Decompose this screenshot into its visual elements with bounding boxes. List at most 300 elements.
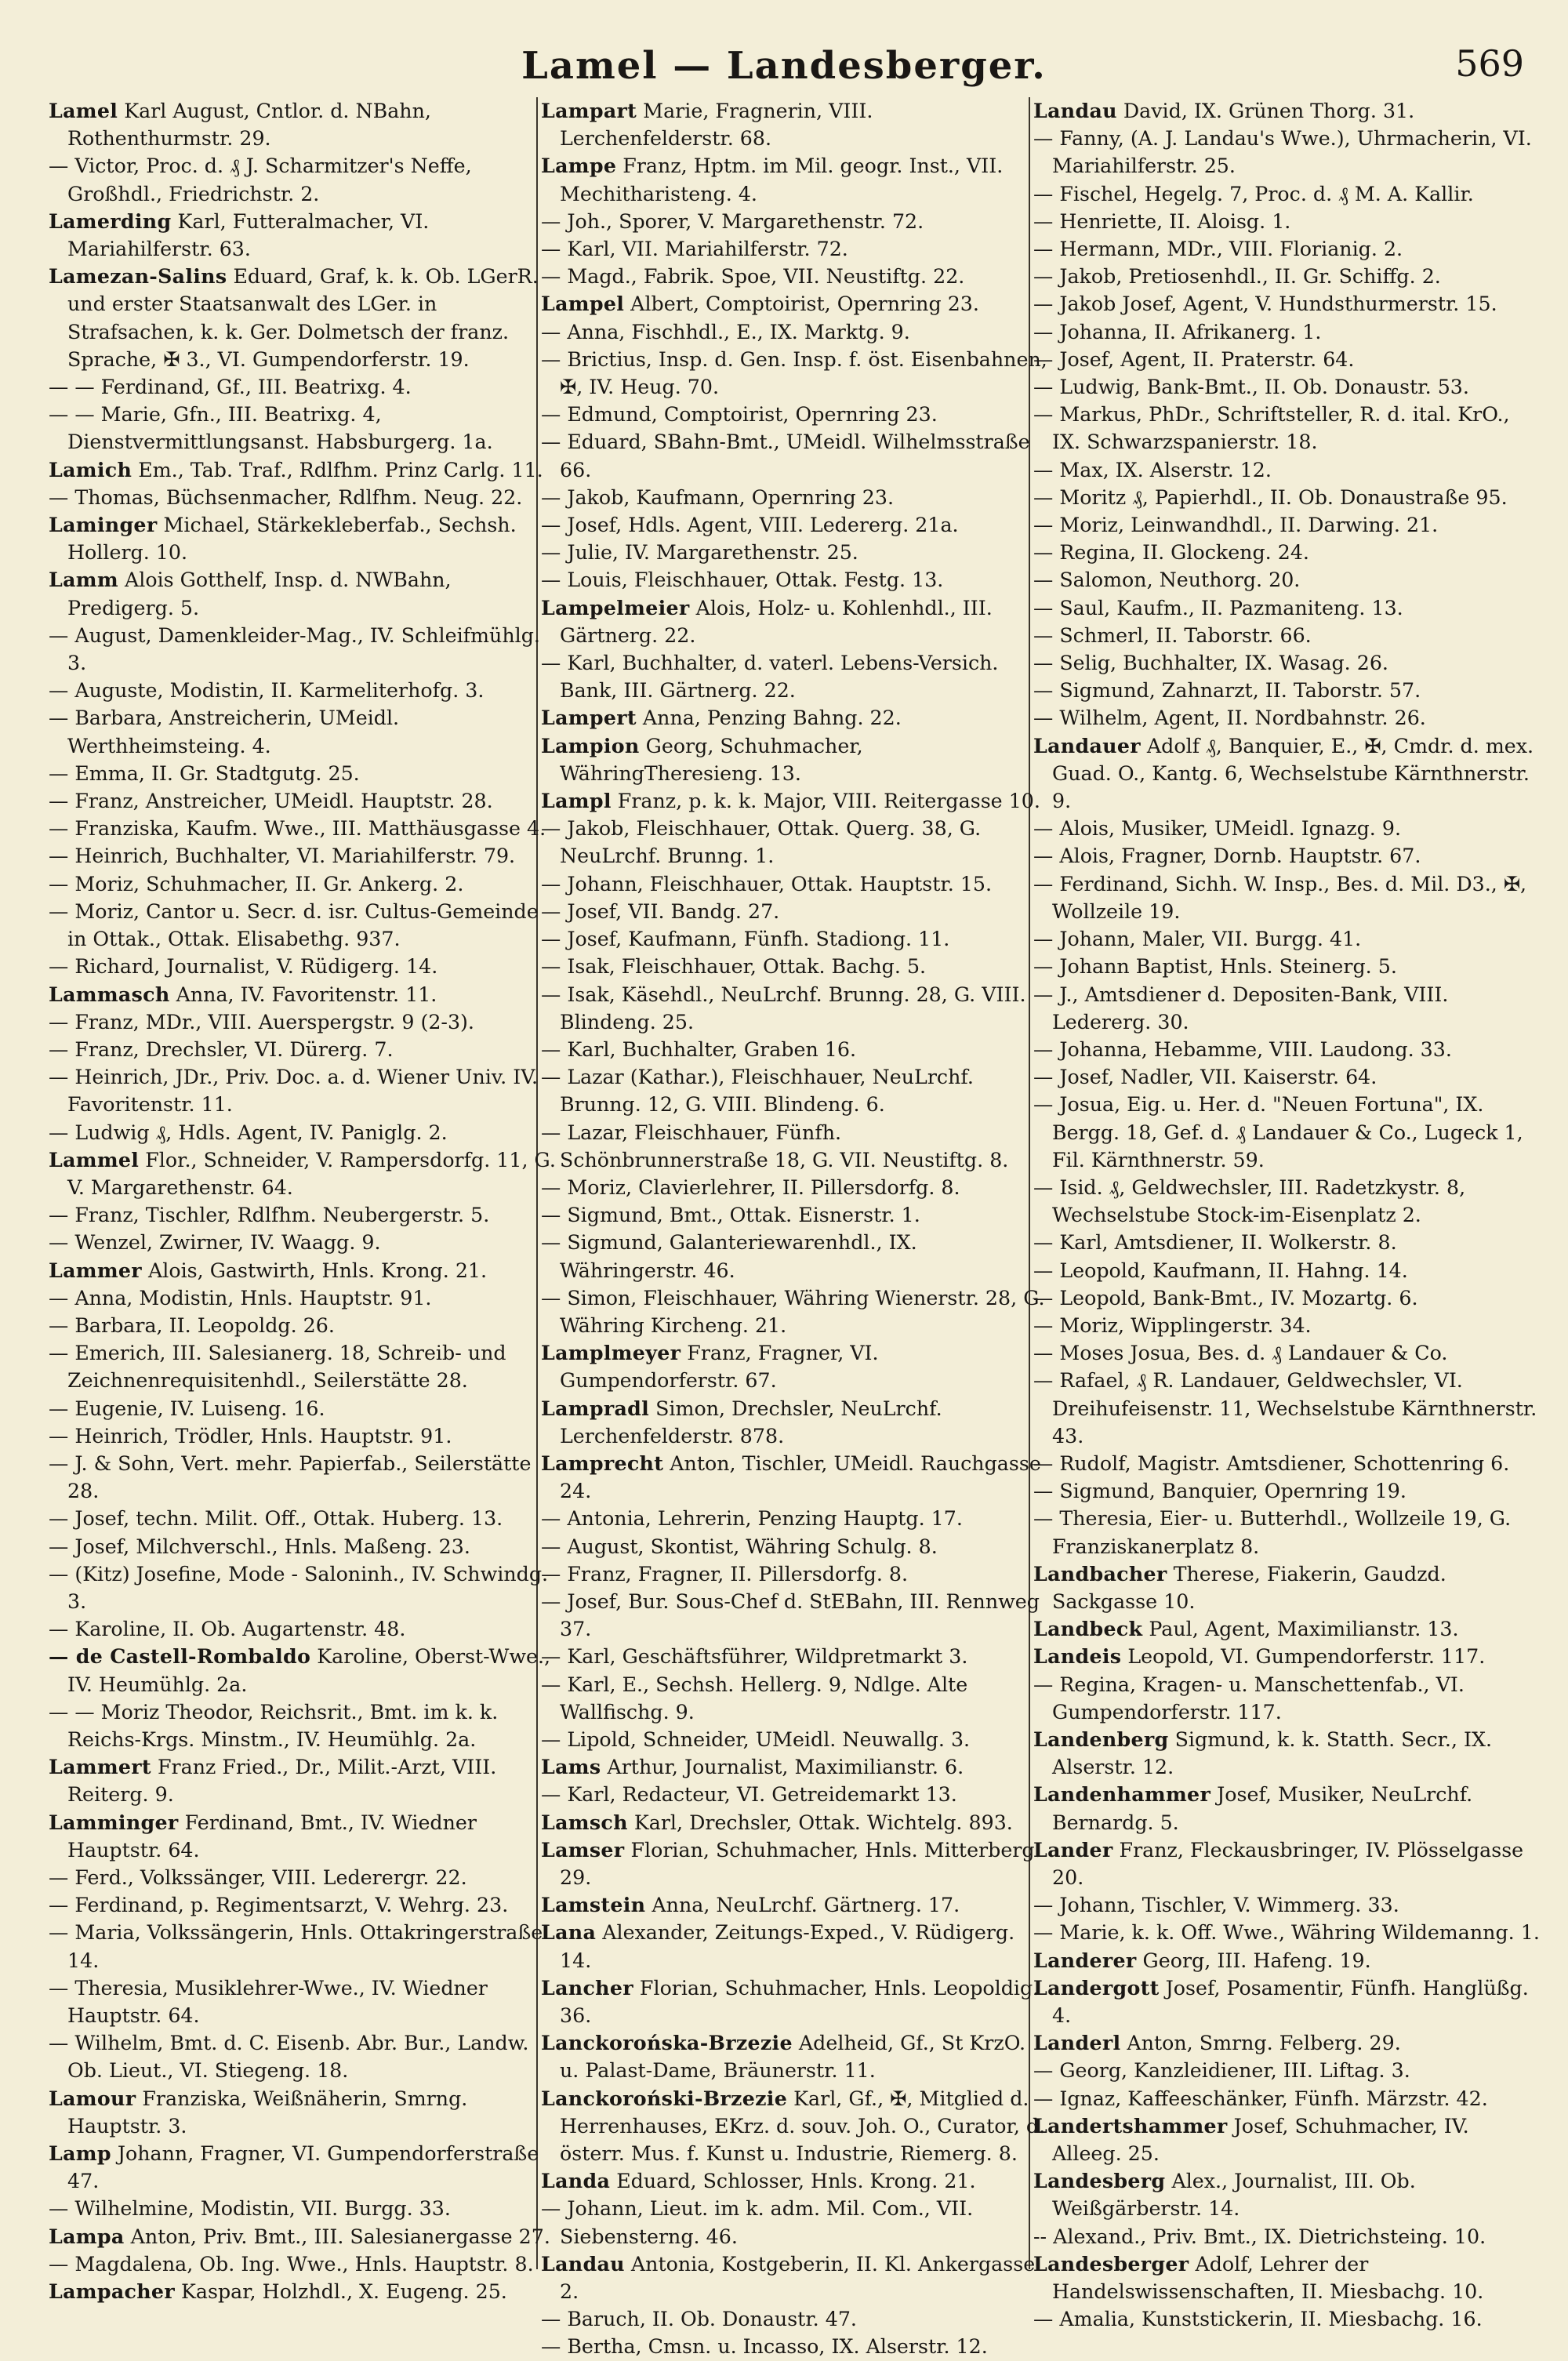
directory-entry — [541, 1588, 1051, 1643]
entry-text: — Theresia, Eier- u. Butterhdl., Wollzeile 19, G. Franziskanerplatz 8. — [1033, 1507, 1512, 1558]
entry-text: Anna, IV. Favoritenstr. 11. — [169, 983, 437, 1006]
entry-text: Anton, Smrng. Felberg. 29. — [1120, 2032, 1401, 2055]
directory-entry — [1033, 97, 1543, 125]
directory-entry — [541, 97, 1051, 152]
entry-text: — Heinrich, JDr., Priv. Doc. a. d. Wiener Univ. IV. Favoritenstr. 11. — [49, 1066, 539, 1117]
entry-text: Sigmund, k. k. Statth. Secr., IX. Alserstr. 12. — [1052, 1727, 1493, 1779]
directory-entry — [1033, 2085, 1543, 2112]
entry-headword: Lamel — [49, 99, 118, 122]
directory-entry — [1033, 925, 1543, 953]
entry-text: Marie, Fragnerin, VIII. Lerchenfelderstr. 68. — [560, 100, 873, 151]
directory-entry — [541, 1919, 1051, 1974]
directory-entry — [1033, 1312, 1543, 1339]
directory-entry — [49, 208, 558, 263]
entry-text: — Karl, Amtsdiener, II. Wolkerstr. 8. — [1033, 1231, 1397, 1255]
directory-entry — [1033, 732, 1543, 815]
directory-entry — [49, 1919, 558, 1974]
entry-text: — (Kitz) Josefine, Mode - Saloninh., IV. Schwindg. 3. — [49, 1562, 549, 1613]
directory-entry — [49, 1395, 558, 1422]
page-title: Lamel — Landesberger. — [521, 44, 1047, 88]
entry-text: — Franz, Fragner, II. Pillersdorfg. 8. — [541, 1562, 909, 1586]
directory-entry — [541, 649, 1051, 704]
entry-text: — Richard, Journalist, V. Rüdigerg. 14. — [49, 955, 438, 979]
directory-entry — [49, 1257, 558, 1284]
entry-text: — Auguste, Modistin, II. Karmeliterhofg. 3. — [49, 679, 485, 703]
directory-entry — [541, 898, 1051, 925]
entry-headword: Lamprecht — [541, 1451, 664, 1475]
directory-entry — [541, 1284, 1051, 1339]
directory-entry — [541, 1836, 1051, 1891]
entry-text: — Wilhelm, Bmt. d. C. Eisenb. Abr. Bur., Landw. Ob. Lieut., VI. Stiegeng. 18. — [49, 2032, 529, 2083]
directory-entry — [541, 2333, 1051, 2360]
directory-entry — [541, 1974, 1051, 2029]
entry-text: — Alois, Fragner, Dornb. Hauptstr. 67. — [1033, 845, 1421, 868]
entry-headword: Landeis — [1033, 1644, 1122, 1669]
directory-entry — [1033, 1726, 1543, 1781]
entry-text: Florian, Schuhmacher, Hnls. Leopoldig. 36. — [560, 1976, 1040, 2028]
entry-headword: Lampelmeier — [541, 595, 690, 619]
directory-entry — [1033, 1643, 1543, 1670]
entry-text: Antonia, Kostgeberin, II. Kl. Ankergasse 2. — [560, 2252, 1036, 2304]
entry-text: — Eduard, SBahn-Bmt., UMeidl. Wilhelmsstraße 66. — [541, 430, 1030, 481]
directory-entry — [1033, 290, 1543, 318]
entry-headword: Landbeck — [1033, 1617, 1143, 1641]
entry-headword: Lampa — [49, 2224, 125, 2248]
directory-entry — [541, 2195, 1051, 2250]
entry-text: — Moses Josua, Bes. d. ₰ Landauer & Co. — [1033, 1342, 1448, 1365]
entry-text: Simon, Drechsler, NeuLrchf. Lerchenfelderstr. 878. — [560, 1397, 942, 1447]
entry-text: — Karoline, II. Ob. Augartenstr. 48. — [49, 1618, 406, 1641]
entry-text: — Leopold, Kaufmann, II. Hahng. 14. — [1033, 1259, 1408, 1282]
entry-headword: Landesberger — [1033, 2251, 1189, 2276]
entry-text: — Brictius, Insp. d. Gen. Insp. f. öst. Eisenbahnen, ✠, IV. Heug. 70. — [541, 347, 1047, 399]
entry-text: — Jakob Josef, Agent, V. Hundsthurmerstr. 15. — [1033, 292, 1497, 316]
directory-entry — [541, 401, 1051, 428]
directory-entry — [1033, 235, 1543, 263]
entry-headword: Lamplmeyer — [541, 1341, 681, 1365]
entry-text: — Emerich, III. Salesianerg. 18, Schreib- und Zeichnenrequisitenhdl., Seilerstätte 28. — [49, 1342, 506, 1393]
entry-text: — August, Damenkleider-Mag., IV. Schleifmühlg. 3. — [49, 623, 540, 675]
directory-entry — [541, 815, 1051, 870]
entry-text: — Josef, Agent, II. Praterstr. 64. — [1033, 347, 1355, 371]
entry-text: — Regina, II. Glockeng. 24. — [1033, 541, 1309, 565]
directory-entry — [541, 953, 1051, 980]
entry-text: — Jakob, Pretiosenhdl., II. Gr. Schiffg. 2. — [1033, 265, 1441, 289]
directory-entry — [541, 1063, 1051, 1118]
entry-text: — Anna, Modistin, Hnls. Hauptstr. 91. — [49, 1286, 432, 1309]
directory-entry — [1033, 704, 1543, 732]
directory-entry — [1033, 125, 1543, 180]
entry-text: — Rafael, ₰ R. Landauer, Geldwechsler, VI. Dreihufeisenstr. 11, Wechselstube Kärnthnerstr. 43. — [1033, 1369, 1537, 1447]
entry-text: — Josef, Milchverschl., Hnls. Maßeng. 23. — [49, 1535, 470, 1558]
entry-text: Anton, Priv. Bmt., III. Salesianergasse 27. — [124, 2225, 550, 2248]
directory-entry — [541, 1450, 1051, 1505]
entry-text: — Ferdinand, Sichh. W. Insp., Bes. d. Mil. D3., ✠, Wollzeile 19. — [1033, 872, 1527, 923]
directory-entry — [1033, 1891, 1543, 1919]
entry-text: — Johann, Fleischhauer, Ottak. Hauptstr. 15. — [541, 872, 993, 895]
entry-headword: Landau — [541, 2251, 625, 2276]
directory-entry — [49, 1753, 558, 1808]
entry-headword: Lanckorońska-Brzezie — [541, 2031, 793, 2055]
entry-text: Johann, Fragner, VI. Gumpendorferstraße 47. — [67, 2142, 539, 2193]
entry-text: Therese, Fiakerin, Gaudzd. Sackgasse 10. — [1052, 1562, 1446, 1613]
entry-text: — Johann Baptist, Hnls. Steinerg. 5. — [1033, 955, 1397, 979]
directory-entry — [49, 1119, 558, 1146]
directory-entry — [1033, 2250, 1543, 2305]
directory-entry — [541, 1726, 1051, 1753]
entry-text: — Johann, Lieut. im k. adm. Mil. Com., VII. Siebensterng. 46. — [541, 2197, 974, 2248]
entry-text: Franz, Hptm. im Mil. geogr. Inst., VII. Mechitharisteng. 4. — [560, 154, 1004, 205]
entry-headword: Lamm — [49, 568, 118, 592]
entry-text: — Emma, II. Gr. Stadtgutg. 25. — [49, 761, 360, 785]
directory-entry — [541, 539, 1051, 566]
entry-text: Eduard, Graf, k. k. Ob. LGerR. und erster Staatsanwalt des LGer. in Strafsachen, k. k. Ger. Dolmetsch der franz. Sprache, ✠ 3., VI. Gumpendorferstr. 19. — [67, 265, 539, 371]
entry-headword: Lampion — [541, 733, 640, 757]
directory-entry — [49, 1312, 558, 1339]
entry-text: — Wilhelm, Agent, II. Nordbahnstr. 26. — [1033, 706, 1426, 730]
entry-headword: Lanckoroński-Brzezie — [541, 2086, 788, 2110]
entry-headword: Laminger — [49, 513, 158, 537]
directory-entry — [1033, 484, 1543, 511]
directory-entry — [541, 484, 1051, 511]
directory-entry — [49, 2029, 558, 2084]
entry-text: — Jakob, Kaufmann, Opernring 23. — [541, 485, 894, 509]
directory-entry — [1033, 622, 1543, 649]
directory-entry — [541, 1560, 1051, 1588]
directory-entry — [1033, 1560, 1543, 1615]
entry-text: — Heinrich, Buchhalter, VI. Mariahilferstr. 79. — [49, 845, 516, 868]
directory-entry — [49, 152, 558, 207]
entry-text: — Selig, Buchhalter, IX. Wasag. 26. — [1033, 652, 1388, 675]
directory-entry — [1033, 208, 1543, 235]
entry-text: Karl, Gf., ✠, Mitglied d. Herrenhauses, EKrz. d. souv. Joh. O., Curator, d. österr. Mus. f. Kunst u. Industrie, Riemerg. 8. — [560, 2087, 1046, 2166]
entry-text: Josef, Musiker, NeuLrchf. Bernardg. 5. — [1052, 1783, 1473, 1834]
directory-entry — [49, 97, 558, 152]
entry-text: Karoline, Oberst-Wwe., IV. Heumühlg. 2a. — [67, 1645, 551, 1696]
entry-text: — Franz, Drechsler, VI. Dürerg. 7. — [49, 1037, 394, 1061]
directory-entry — [541, 1753, 1051, 1781]
entry-text: — Edmund, Comptoirist, Opernring 23. — [541, 403, 938, 427]
directory-entry — [49, 1615, 558, 1643]
entry-text: — Alois, Musiker, UMeidl. Ignazg. 9. — [1033, 817, 1401, 841]
directory-entry — [541, 732, 1051, 787]
entry-text: — Anna, Fischhdl., E., IX. Marktg. 9. — [541, 320, 910, 343]
entry-text: — Fischel, Hegelg. 7, Proc. d. ₰ M. A. Kallir. — [1033, 182, 1474, 205]
directory-entry — [49, 511, 558, 566]
entry-text: — Ludwig, Bank-Bmt., II. Ob. Donaustr. 53. — [1033, 376, 1469, 399]
entry-text: — — Ferdinand, Gf., III. Beatrixg. 4. — [49, 376, 412, 399]
entry-headword: Lamerding — [49, 209, 172, 233]
entry-text: Franz, p. k. k. Major, VIII. Reitergasse 10. — [611, 790, 1040, 813]
directory-entry — [49, 1505, 558, 1532]
entry-text: — Julie, IV. Margarethenstr. 25. — [541, 541, 858, 565]
entry-text: — Ferdinand, p. Regimentsarzt, V. Wehrg. 23. — [49, 1894, 509, 1917]
entry-text: Flor., Schneider, V. Rampersdorfg. 11, G. V. Margarethenstr. 64. — [67, 1148, 556, 1199]
directory-entry — [1033, 539, 1543, 566]
directory-entry — [1033, 2305, 1543, 2333]
directory-entry — [541, 925, 1051, 953]
entry-text: Franziska, Weißnäherin, Smrng. Hauptstr. 3. — [67, 2087, 468, 2138]
directory-entry — [541, 2250, 1051, 2305]
entry-text: — Heinrich, Trödler, Hnls. Hauptstr. 91. — [49, 1424, 452, 1447]
directory-entry — [1033, 1284, 1543, 1312]
directory-entry — [49, 484, 558, 511]
directory-entry — [49, 566, 558, 621]
entry-text: Ferdinand, Bmt., IV. Wiedner Hauptstr. 64. — [67, 1811, 477, 1862]
entry-text: — Karl, Geschäftsführer, Wildpretmarkt 3. — [541, 1645, 968, 1669]
directory-entry — [1033, 566, 1543, 594]
directory-entry — [49, 2140, 558, 2195]
directory-entry — [1033, 1450, 1543, 1477]
entry-text: — Johanna, II. Afrikanerg. 1. — [1033, 320, 1322, 343]
directory-entry — [541, 1505, 1051, 1532]
directory-entry — [49, 1036, 558, 1063]
entry-text: — Joh., Sporer, V. Margarethenstr. 72. — [541, 209, 924, 233]
entry-headword: Landenberg — [1033, 1727, 1169, 1751]
entry-text: Georg, Schuhmacher, WähringTheresieng. 13. — [560, 734, 863, 785]
entry-text: Josef, Schuhmacher, IV. Alleeg. 25. — [1052, 2114, 1469, 2166]
directory-entry — [1033, 1671, 1543, 1726]
entry-text: — Isid. ₰, Geldwechsler, III. Radetzkystr. 8, Wechselstube Stock-im-Eisenplatz 2. — [1033, 1175, 1466, 1227]
directory-entry — [541, 511, 1051, 539]
directory-entry — [49, 1008, 558, 1036]
entry-headword: Lamminger — [49, 1810, 179, 1834]
directory-entry — [49, 456, 558, 484]
directory-column-1 — [49, 97, 558, 2304]
entry-headword: Lampe — [541, 154, 617, 178]
directory-entry — [1033, 677, 1543, 704]
directory-entry — [541, 1891, 1051, 1919]
entry-text: — Georg, Kanzleidiener, III. Liftag. 3. — [1033, 2059, 1410, 2083]
directory-entry — [49, 1284, 558, 1312]
entry-text: — Karl, Buchhalter, Graben 16. — [541, 1037, 857, 1061]
directory-entry — [1033, 1477, 1543, 1505]
entry-text: — Johann, Tischler, V. Wimmerg. 33. — [1033, 1894, 1399, 1917]
entry-text: Alois, Gastwirth, Hnls. Krong. 21. — [141, 1259, 488, 1282]
directory-entry — [1033, 346, 1543, 373]
entry-text: — Karl, E., Sechsh. Hellerg. 9, Ndlge. Alte Wallfischg. 9. — [541, 1673, 968, 1724]
directory-entry — [49, 1063, 558, 1118]
directory-entry — [541, 2085, 1051, 2168]
entry-text: — Salomon, Neuthorg. 20. — [1033, 568, 1301, 592]
entry-text: Kaspar, Holzhdl., X. Eugeng. 25. — [174, 2280, 507, 2304]
directory-entry — [49, 1643, 558, 1698]
entry-text: -- Alexand., Priv. Bmt., IX. Dietrichsteing. 10. — [1033, 2225, 1486, 2248]
directory-entry — [49, 981, 558, 1008]
directory-entry — [541, 594, 1051, 649]
entry-headword: Lamsch — [541, 1810, 628, 1834]
entry-text: — Isak, Fleischhauer, Ottak. Bachg. 5. — [541, 955, 927, 979]
entry-headword: Landauer — [1033, 733, 1141, 757]
directory-entry — [541, 1229, 1051, 1284]
entry-text: Anna, Penzing Bahng. 22. — [636, 706, 902, 730]
entry-headword: Landertshammer — [1033, 2113, 1228, 2138]
directory-entry — [49, 622, 558, 677]
entry-text: — Franz, Anstreicher, UMeidl. Hauptstr. 28. — [49, 790, 493, 813]
entry-text: — Wenzel, Zwirner, IV. Waagg. 9. — [49, 1231, 381, 1255]
directory-entry — [49, 1229, 558, 1256]
entry-text: Alex., Journalist, III. Ob. Weißgärberstr. 14. — [1052, 2170, 1416, 2221]
directory-entry — [541, 1643, 1051, 1670]
entry-text: Paul, Agent, Maximilianstr. 13. — [1142, 1618, 1459, 1641]
directory-entry — [1033, 1339, 1543, 1367]
directory-entry — [541, 1119, 1051, 1174]
entry-text: — — Marie, Gfn., III. Beatrixg. 4, Dienstvermittlungsanst. Habsburgerg. 1a. — [49, 403, 493, 454]
entry-text: — Josef, Nadler, VII. Kaiserstr. 64. — [1033, 1066, 1377, 1089]
directory-entry — [541, 1395, 1051, 1450]
directory-entry — [541, 2029, 1051, 2084]
directory-entry — [541, 1174, 1051, 1201]
directory-entry — [1033, 401, 1543, 456]
entry-text: Michael, Stärkekleberfab., Sechsh. Hollerg. 10. — [67, 514, 517, 565]
entry-headword: Landau — [1033, 99, 1117, 122]
directory-entry — [1033, 953, 1543, 980]
entry-text: — Amalia, Kunststickerin, II. Miesbachg. 16. — [1033, 2308, 1483, 2331]
directory-entry — [541, 2305, 1051, 2333]
directory-column-2 — [541, 97, 1051, 2359]
directory-entry — [49, 2278, 558, 2305]
entry-text: — J., Amtsdiener d. Depositen-Bank, VIII. Ledererg. 30. — [1033, 983, 1449, 1033]
entry-text: — Franziska, Kaufm. Wwe., III. Matthäusgasse 4. — [49, 817, 546, 841]
entry-headword: Lampacher — [49, 2279, 175, 2304]
directory-entry — [1033, 511, 1543, 539]
directory-entry — [49, 760, 558, 787]
entry-text: — Johann, Maler, VII. Burgg. 41. — [1033, 928, 1362, 951]
entry-text: — Isak, Käsehdl., NeuLrchf. Brunng. 28, G. VIII. Blindeng. 25. — [541, 983, 1026, 1033]
directory-entry — [49, 787, 558, 815]
entry-text: — August, Skontist, Währing Schulg. 8. — [541, 1535, 938, 1558]
directory-entry — [1033, 180, 1543, 208]
directory-entry — [49, 1422, 558, 1450]
directory-entry — [1033, 842, 1543, 870]
entry-headword: Lammel — [49, 1147, 140, 1171]
directory-entry — [49, 815, 558, 842]
entry-text: — Thomas, Büchsenmacher, Rdlfhm. Neug. 22. — [49, 485, 523, 509]
entry-text: — Baruch, II. Ob. Donaustr. 47. — [541, 2308, 857, 2331]
page-number: 569 — [1455, 42, 1524, 85]
directory-entry — [1033, 2112, 1543, 2167]
entry-text: — Eugenie, IV. Luiseng. 16. — [49, 1397, 325, 1420]
entry-headword: Lampl — [541, 789, 612, 813]
directory-entry — [49, 1560, 558, 1615]
entry-text: — Moriz, Cantor u. Secr. d. isr. Cultus-Gemeinde in Ottak., Ottak. Elisabethg. 937. — [49, 899, 539, 951]
entry-text: — Lazar, Fleischhauer, Fünfh. Schönbrunnerstraße 18, G. VII. Neustiftg. 8. — [541, 1121, 1009, 1171]
entry-text: — Franz, Tischler, Rdlfhm. Neubergerstr. 5. — [49, 1204, 490, 1227]
entry-text: — Regina, Kragen- u. Manschettenfab., VI. Gumpendorferstr. 117. — [1033, 1673, 1465, 1724]
directory-entry — [541, 152, 1051, 207]
entry-text: — Lazar (Kathar.), Fleischhauer, NeuLrchf. Brunng. 12, G. VIII. Blindeng. 6. — [541, 1066, 974, 1117]
entry-headword: Lamour — [49, 2086, 136, 2110]
directory-entry — [1033, 1063, 1543, 1091]
directory-entry — [49, 2085, 558, 2140]
entry-text: Adelheid, Gf., St KrzO. u. Palast-Dame, Bräunerstr. 11. — [560, 2032, 1026, 2083]
directory-entry — [49, 2223, 558, 2250]
entry-headword: Lana — [541, 1920, 597, 1945]
entry-text: — Moriz, Clavierlehrer, II. Pillersdorfg. 8. — [541, 1175, 960, 1199]
directory-entry — [541, 1533, 1051, 1560]
directory-entry — [49, 2195, 558, 2222]
entry-text: Franz, Fleckausbringer, IV. Plösselgasse 20. — [1052, 1838, 1524, 1889]
directory-entry — [1033, 2167, 1543, 2222]
directory-entry — [1033, 373, 1543, 401]
entry-text: — J. & Sohn, Vert. mehr. Papierfab., Seilerstätte 28. — [49, 1451, 532, 1503]
entry-headword: Lampert — [541, 706, 637, 730]
directory-entry — [541, 2167, 1051, 2195]
page-header — [0, 0, 1568, 88]
directory-entry — [1033, 456, 1543, 484]
entry-text: — Karl, Buchhalter, d. vaterl. Lebens-Versich. Bank, III. Gärtnerg. 22. — [541, 652, 999, 703]
directory-entry — [1033, 649, 1543, 677]
entry-text: — Schmerl, II. Taborstr. 66. — [1033, 623, 1312, 647]
entry-text: — Fanny, (A. J. Landau's Wwe.), Uhrmacherin, VI. Mariahilferstr. 25. — [1033, 127, 1532, 178]
entry-text: Adolf ₰, Banquier, E., ✠, Cmdr. d. mex. Guad. O., Kantg. 6, Wechselstube Kärnthnerstr. 9. — [1052, 734, 1534, 813]
entry-text: — Ludwig ₰, Hdls. Agent, IV. Paniglg. 2. — [49, 1121, 448, 1144]
entry-text: — Ferd., Volkssänger, VIII. Lederergr. 22. — [49, 1866, 467, 1889]
directory-entry — [541, 1809, 1051, 1836]
directory-entry — [1033, 1974, 1543, 2029]
entry-text: — Magdalena, Ob. Ing. Wwe., Hnls. Hauptstr. 8. — [49, 2252, 534, 2276]
entry-text: — Louis, Fleischhauer, Ottak. Festg. 13. — [541, 568, 944, 592]
directory-entry — [1033, 2057, 1543, 2084]
directory-entry — [541, 428, 1051, 483]
directory-column-3 — [1033, 97, 1543, 2331]
entry-text: Leopold, VI. Gumpendorferstr. 117. — [1121, 1645, 1486, 1669]
entry-text: — Sigmund, Banquier, Opernring 19. — [1033, 1480, 1406, 1503]
entry-text: — Simon, Fleischhauer, Währing Wienerstr. 28, G. Währing Kircheng. 21. — [541, 1286, 1045, 1337]
entry-headword: Lammasch — [49, 982, 170, 1006]
directory-entry — [1033, 815, 1543, 842]
directory-entry — [1033, 1836, 1543, 1891]
directory-entry — [541, 263, 1051, 290]
entry-text: Em., Tab. Traf., Rdlfhm. Prinz Carlg. 11. — [132, 458, 543, 481]
directory-entry — [49, 1698, 558, 1753]
directory-entry — [49, 1533, 558, 1560]
directory-entry — [541, 1036, 1051, 1063]
directory-entry — [1033, 1174, 1543, 1229]
entry-headword: Landerl — [1033, 2031, 1121, 2055]
entry-text: — Karl, VII. Mariahilferstr. 72. — [541, 238, 848, 261]
directory-entry — [49, 1450, 558, 1505]
entry-headword: Lams — [541, 1755, 601, 1779]
entry-headword: Lander — [1033, 1837, 1113, 1862]
entry-headword: Lampart — [541, 99, 637, 122]
directory-entry — [541, 1339, 1051, 1394]
directory-entry — [541, 870, 1051, 898]
directory-entry — [541, 290, 1051, 318]
directory-entry — [49, 1339, 558, 1394]
entry-headword: Lamstein — [541, 1893, 646, 1917]
directory-entry — [49, 953, 558, 980]
entry-text: — Moriz, Wipplingerstr. 34. — [1033, 1313, 1312, 1337]
entry-headword: Landenhammer — [1033, 1782, 1211, 1807]
directory-entry — [1033, 318, 1543, 346]
entry-text: Alexander, Zeitungs-Exped., V. Rüdigerg. 14. — [560, 1921, 1015, 1972]
entry-headword: Lamezan-Salins — [49, 264, 227, 289]
directory-entry — [1033, 1036, 1543, 1063]
directory-entry — [1033, 263, 1543, 290]
directory-entry — [49, 1974, 558, 2029]
entry-text: — Jakob, Fleischhauer, Ottak. Querg. 38, G. NeuLrchf. Brunng. 1. — [541, 817, 982, 868]
entry-text: — Sigmund, Zahnarzt, II. Taborstr. 57. — [1033, 679, 1421, 703]
entry-text: — Bertha, Cmsn. u. Incasso, IX. Alserstr. 12. — [541, 2335, 988, 2359]
entry-text: — Marie, k. k. Off. Wwe., Währing Wildemanng. 1. — [1033, 1921, 1540, 1945]
entry-text: — — Moriz Theodor, Reichsrit., Bmt. im k. k. Reichs-Krgs. Minstm., IV. Heumühlg. 2a. — [49, 1700, 499, 1751]
entry-text: Karl, Drechsler, Ottak. Wichtelg. 893. — [627, 1811, 1013, 1834]
entry-text: — Barbara, II. Leopoldg. 26. — [49, 1313, 335, 1337]
entry-text: — Leopold, Bank-Bmt., IV. Mozartg. 6. — [1033, 1286, 1418, 1309]
entry-text: — Maria, Volkssängerin, Hnls. Ottakringerstraße 14. — [49, 1921, 543, 1972]
entry-text: — Max, IX. Alserstr. 12. — [1033, 458, 1272, 481]
